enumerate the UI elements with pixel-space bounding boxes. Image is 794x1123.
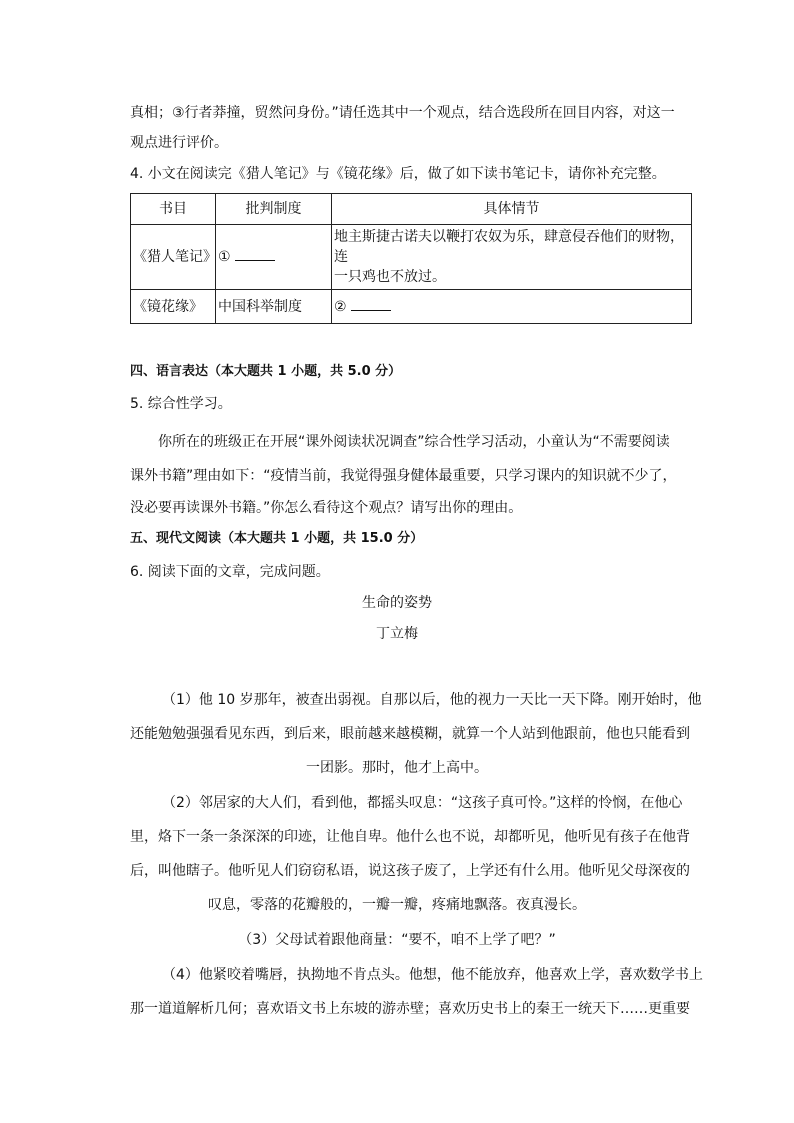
row2-book: 《镜花缘》 [131,290,216,324]
reading-notes-table [130,193,692,324]
q6-label: 6. 阅读下面的文章，完成问题。 [130,564,330,580]
row1-plot-line-1: 地主斯捷古诺夫以鞭打农奴为乐，肆意侵吞他们的财物，连 [334,229,684,265]
para4-line-2: 那一道道解析几何；喜欢语文书上东坡的游赤壁；喜欢历史书上的秦王一统天下……更重要 [130,1001,690,1017]
table-row [131,290,692,324]
para2-line-3: 后，叫他瞎子。他听见人们窃窃私语，说这孩子废了，上学还有什么用。他听见父母深夜的 [130,863,690,879]
table-row [131,225,692,290]
para2-line-4: 叹息，零落的花瓣般的，一瓣一瓣，疼痛地飘落。夜真漫长。 [208,897,586,913]
answer-blank-1[interactable] [235,248,275,261]
header-system: 批判制度 [216,194,332,225]
header-plot: 具体情节 [332,194,692,225]
para2-line-2: 里，烙下一条一条深深的印迹，让他自卑。他什么也不说，却都听见，他听见有孩子在他背 [130,829,690,845]
blank-marker-2: ② [334,298,347,315]
article-title: 生命的姿势 [362,595,432,611]
row1-book: 《猎人笔记》 [131,225,216,290]
para2-line-1: （2）邻居家的大人们，看到他，都摇头叹息：“这孩子真可怜。”这样的怜悯，在他心 [162,795,683,811]
q5-label: 5. 综合性学习。 [130,396,232,412]
row1-system-cell [216,225,332,290]
q5-paragraph-line-2: 课外书籍”理由如下：“疫情当前，我觉得强身健体最重要，只学习课内的知识就不少了， [130,468,677,484]
table-header-row [131,194,692,225]
blank-marker-1: ① [218,249,231,265]
section-5-heading: 五、现代文阅读（本大题共 1 小题，共 15.0 分） [130,531,424,546]
para1-line-2: 还能勉勉强强看见东西，到后来，眼前越来越模糊，就算一个人站到他跟前，他也只能看到 [130,726,690,742]
q3-tail-line-2: 观点进行评价。 [130,135,228,151]
para3-line-1: （3）父母试着跟他商量：“要不，咱不上学了吧？” [238,932,556,948]
q5-paragraph-line-1: 你所在的班级正在开展“课外阅读状况调查”综合性学习活动，小童认为“不需要阅读 [158,434,670,450]
row2-system: 中国科举制度 [216,290,332,324]
answer-blank-2[interactable] [351,298,391,311]
q3-tail-line-1: 真相；③行者莽撞，贸然问身份。”请任选其中一个观点，结合选段所在回目内容，对这一 [130,105,675,121]
article-author: 丁立梅 [376,626,418,642]
row1-plot-line-2: 一只鸡也不放过。 [334,269,446,285]
row2-plot-cell [332,290,692,324]
row1-plot-cell [332,225,692,290]
para4-line-1: （4）他紧咬着嘴唇，执拗地不肯点头。他想，他不能放弃，他喜欢上学，喜欢数学书上 [162,967,703,983]
para1-line-1: （1）他 10 岁那年，被查出弱视。自那以后，他的视力一天比一天下降。刚开始时，他 [162,692,702,708]
section-4-heading: 四、语言表达（本大题共 1 小题，共 5.0 分） [130,364,402,379]
header-book: 书目 [131,194,216,225]
q5-paragraph-line-3: 没必要再读课外书籍。”你怎么看待这个观点？请写出你的理由。 [130,500,523,516]
q4-prompt: 4. 小文在阅读完《猎人笔记》与《镜花缘》后，做了如下读书笔记卡，请你补充完整。 [130,166,666,182]
para1-line-3: 一团影。那时，他才上高中。 [306,760,488,776]
